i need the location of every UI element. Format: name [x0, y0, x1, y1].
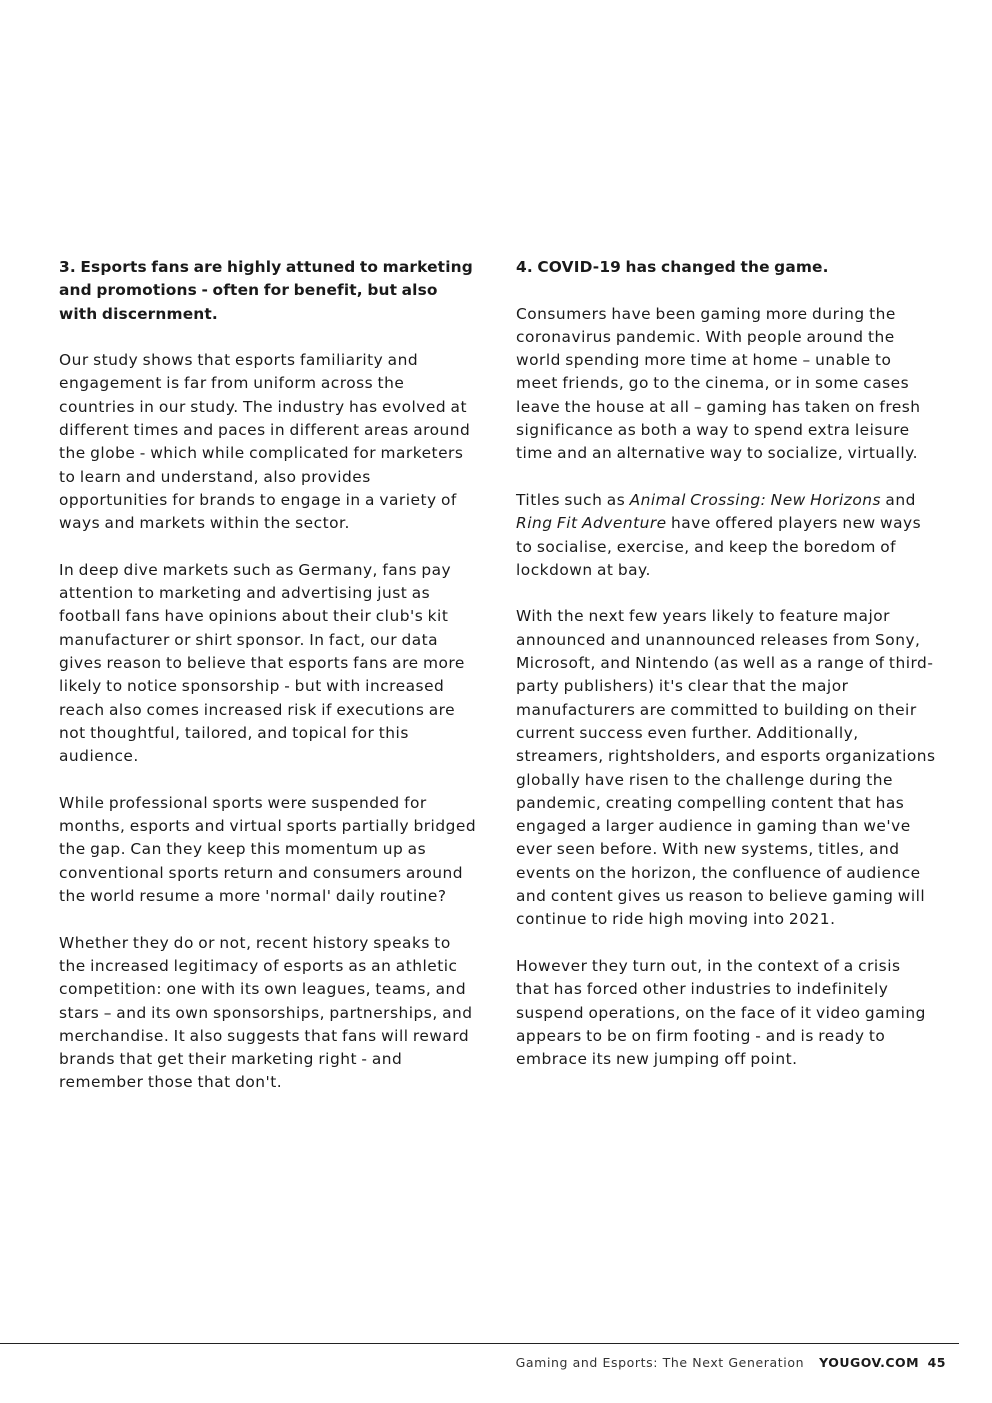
paragraph-text: and [881, 490, 916, 509]
game-title: Animal Crossing: New Horizons [629, 490, 882, 509]
paragraph-text: Titles such as [516, 490, 630, 509]
page-number: 45 [927, 1355, 946, 1370]
paragraph: In deep dive markets such as Germany, fans pay attention to marketing and advertising just as football fans have opinions about their club's kit manufacturer or shirt sponsor. In fact, our data gives reason to believe that esports fans are more likely to notice sponsorship - but with increased reach also comes increased risk if executions are not thoughtful, tailored, and topical for this audience. [59, 560, 465, 766]
paragraph [516, 489, 936, 582]
paragraph: However they turn out, in the context of a crisis that has forced other industries to indefinitely suspend operations, on the face of it video gaming appears to be on firm footing - and is ready to embrace its new jumping off point. [516, 956, 926, 1069]
page-footer [516, 1354, 946, 1372]
publication-title: Gaming and Esports: The Next Generation [515, 1355, 805, 1370]
section-heading-4: 4. COVID-19 has changed the game. [516, 258, 829, 276]
site-link[interactable]: YOUGOV.COM [819, 1355, 920, 1370]
right-column [516, 256, 936, 1095]
paragraph: With the next few years likely to feature major announced and unannounced releases from Sony, Microsoft, and Nintendo (as well as a range of third-party publishers) it's clear that the major manufacturers are committed to building on their current success even further. Additionally, streamers, rightsholders, and esports organizations globally have risen to the challenge during the pandemic, creating compelling content that has engaged a larger audience in gaming than we've ever seen before. With new systems, titles, and events on the horizon, the confluence of audience and content gives us reason to believe gaming will continue to ride high moving into 2021. [516, 607, 936, 929]
game-title: Ring Fit Adventure [516, 514, 667, 533]
paragraph: Consumers have been gaming more during the coronavirus pandemic. With people around the world spending more time at home – unable to meet friends, go to the cinema, or in some cases leave the house at all – gaming has taken on fresh significance as both a way to spend extra leisure time and an alternative way to socialize, virtually. [516, 304, 921, 463]
paragraph: While professional sports were suspended for months, esports and virtual sports partially bridged the gap. Can they keep this momentum up as conventional sports return and consumers around the world resume a more 'normal' daily routine? [59, 793, 477, 906]
paragraph: Our study shows that esports familiarity and engagement is far from uniform across the countries in our study. The industry has evolved at different times and paces in different areas around the globe - which while complicated for marketers to learn and understand, also provides opportunities for brands to engage in a variety of ways and markets within the sector. [59, 351, 471, 533]
paragraph: Whether they do or not, recent history speaks to the increased legitimacy of esports as an athletic competition: one with its own leagues, teams, and stars – and its own sponsorships, partnerships, and merchandise. It also suggests that fans will reward brands that get their marketing right - and remember those that don't. [59, 933, 473, 1092]
left-column [59, 256, 479, 1118]
section-heading-3: 3. Esports fans are highly attuned to marketing and promotions - often for benefit, but also with discernment. [59, 258, 473, 323]
paragraph-text: have offered players new ways to socialise, exercise, and keep the boredom of lockdown at bay. [516, 514, 922, 579]
footer-divider [0, 1343, 959, 1344]
